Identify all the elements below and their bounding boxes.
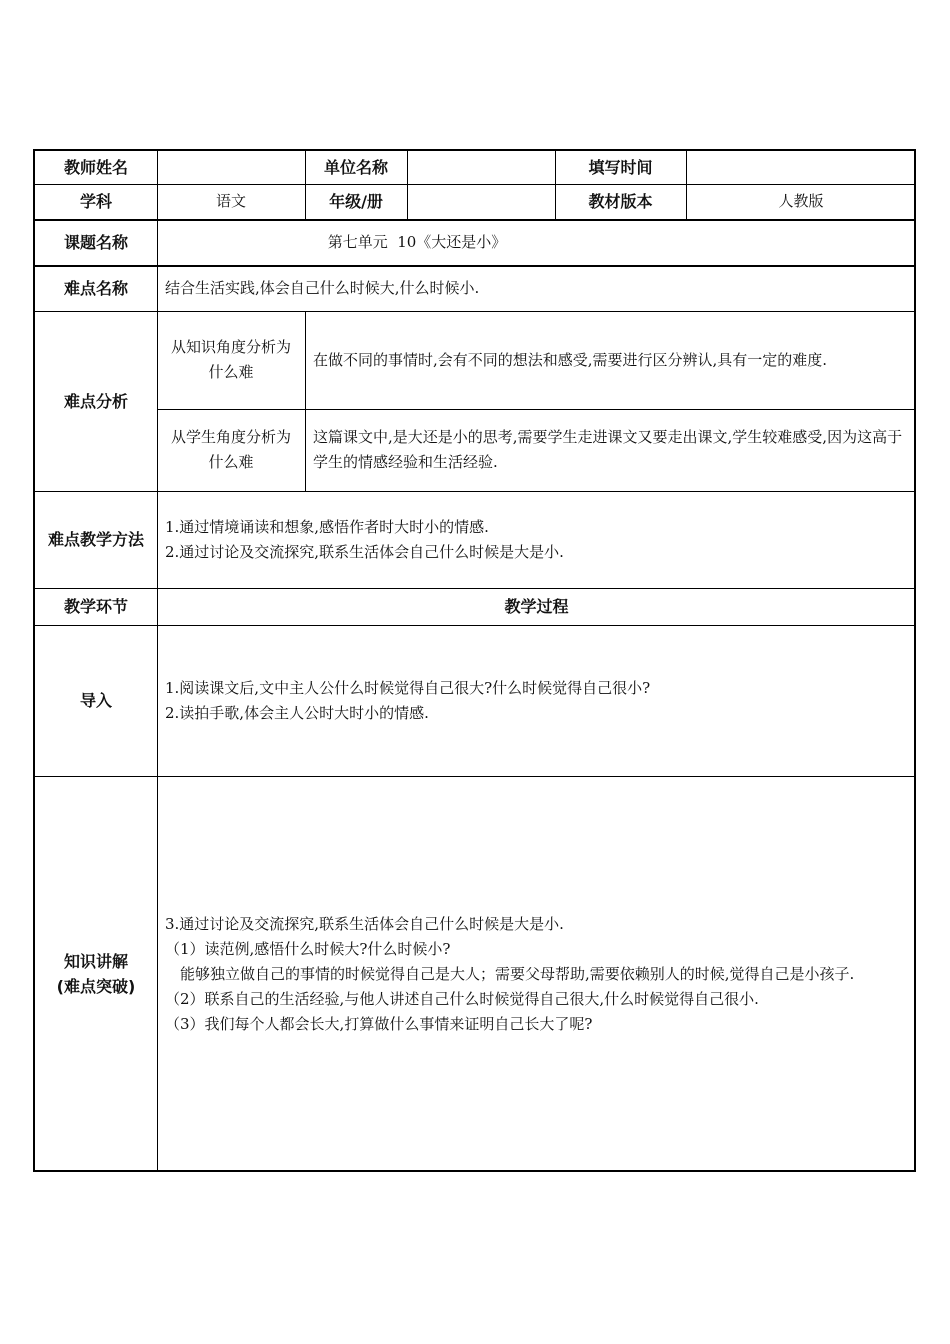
knowledge-label-line1: 知识讲解 xyxy=(63,952,128,971)
edition-value: 人教版 xyxy=(778,192,824,210)
teacher-name-value xyxy=(157,151,305,184)
difficulty-value: 结合生活实践,体会自己什么时候大,什么时候小. xyxy=(165,278,480,297)
method-text xyxy=(157,491,916,588)
knowledge-line: （3）我们每个人都会长大,打算做什么事情来证明自己长大了呢? xyxy=(165,1014,593,1033)
student-angle-text: 这篇课文中,是大还是小的思考,需要学生走进课文又要走出课文,学生较难感受,因为这高于学生的情感经验和生活经验. xyxy=(313,428,903,471)
process-header: 教学过程 xyxy=(504,597,569,616)
knowledge-label-line2: (难点突破) xyxy=(56,977,136,996)
knowledge-text xyxy=(157,776,916,1172)
intro-label: 导入 xyxy=(79,691,112,710)
difficulty-label: 难点名称 xyxy=(63,278,128,298)
fill-date-value xyxy=(686,151,916,184)
analysis-label: 难点分析 xyxy=(63,391,128,411)
grade-value xyxy=(407,184,555,219)
topic-label: 课题名称 xyxy=(63,232,128,252)
intro-text xyxy=(157,625,916,776)
intro-line: 1.阅读课文后,文中主人公什么时候觉得自己很大?什么时候觉得自己很小? xyxy=(165,678,651,697)
method-line: 2.通过讨论及交流探究,联系生活体会自己什么时候是大是小. xyxy=(165,542,564,561)
knowledge-line: （1）读范例,感悟什么时候大?什么时候小? xyxy=(165,939,451,958)
knowledge-angle-text: 在做不同的事情时,会有不同的想法和感受,需要进行区分辨认,具有一定的难度. xyxy=(313,350,828,369)
knowledge-line: （2）联系自己的生活经验,与他人讲述自己什么时候觉得自己很大,什么时候觉得自己很小. xyxy=(165,989,759,1008)
stage-header: 教学环节 xyxy=(63,597,128,616)
lesson-plan-table xyxy=(33,149,916,1172)
student-angle-label: 从学生角度分析为什么难 xyxy=(170,428,291,471)
knowledge-label xyxy=(35,776,157,1172)
method-line: 1.通过情境诵读和想象,感悟作者时大时小的情感. xyxy=(165,517,489,536)
knowledge-line: 3.通过讨论及交流探究,联系生活体会自己什么时候是大是小. xyxy=(165,914,564,933)
intro-line: 2.读拍手歌,体会主人公时大时小的情感. xyxy=(165,703,429,722)
knowledge-angle-label: 从知识角度分析为什么难 xyxy=(170,338,291,381)
grade-label: 年级/册 xyxy=(329,192,383,211)
knowledge-line: 能够独立做自己的事情的时候觉得自己是大人；需要父母帮助,需要依赖别人的时候,觉得自己是小孩子. xyxy=(165,964,855,983)
method-label: 难点教学方法 xyxy=(47,530,144,549)
edition-label: 教材版本 xyxy=(588,192,653,211)
subject-value: 语文 xyxy=(215,192,246,210)
unit-name-value xyxy=(407,151,555,184)
subject-label: 学科 xyxy=(79,192,112,211)
fill-date-label: 填写时间 xyxy=(588,158,653,177)
unit-name-label: 单位名称 xyxy=(323,158,388,177)
teacher-name-label: 教师姓名 xyxy=(63,158,128,177)
topic-value: 第七单元 10《大还是小》 xyxy=(327,232,507,251)
